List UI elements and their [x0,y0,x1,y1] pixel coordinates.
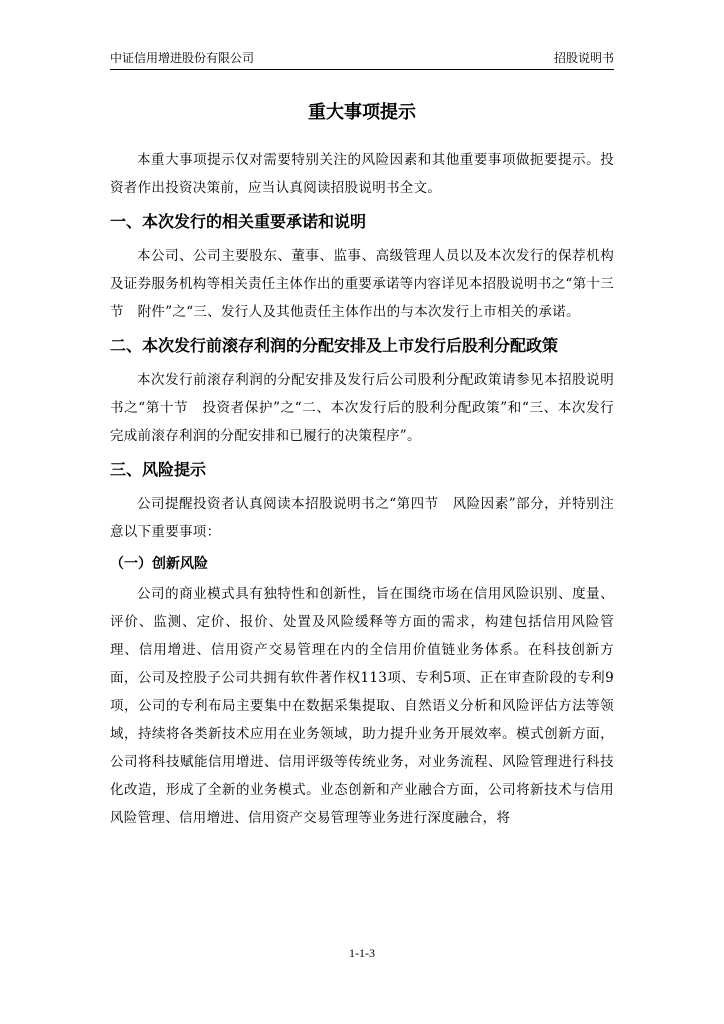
header-company-name: 中证信用增进股份有限公司 [110,51,255,65]
intro-paragraph: 本重大事项提示仅对需要特别关注的风险因素和其他重要事项做扼要提示。投资者作出投资决策前，应当认真阅读招股说明书全文。 [110,152,614,196]
page-header [110,47,614,70]
header-document-type: 招股说明书 [553,51,614,65]
page-content [110,100,614,832]
subsection-innovation-risk-paragraph: 公司的商业模式具有独特性和创新性，旨在围绕市场在信用风险识别、度量、评价、监测、定价、报价、处置及风险缓释等方面的需求，构建包括信用风险管理、信用增进、信用资产交易管理在内的全信用价值链业务体系。在科技创新方面，公司及控股子公司共拥有软件著作权113项、专利5项、正在审查阶段的专利9项，公司的专利布局主要集中在数据采集提取、自然语义分析和风险评估方法等领域，持续将各类新技术应用在业务领域，助力提升业务开展效率。模式创新方面，公司将科技赋能信用增进、信用评级等传统业务，对业务流程、风险管理进行科技化改造，形成了全新的业务模式。业态创新和产业融合方面，公司将新技术与信用风险管理、信用增进、信用资产交易管理等业务进行深度融合，将 [110,586,614,826]
section-1-paragraph: 本公司、公司主要股东、董事、监事、高级管理人员以及本次发行的保荐机构及证券服务机构等相关责任主体作出的重要承诺等内容详见本招股说明书之“第十三节 附件”之“三、发行人及其他责任主体作出的与本次发行上市相关的承诺。 [110,248,615,320]
page-number: 1-1-3 [349,946,375,960]
section-2-paragraph: 本次发行前滚存利润的分配安排及发行后公司股利分配政策请参见本招股说明书之“第十节 投资者保护”之“二、本次发行后的股利分配政策”和“三、本次发行完成前滚存利润的分配安排和已履行的决策程序”。 [110,372,614,444]
page-title: 重大事项提示 [308,102,416,123]
section-2-heading: 二、本次发行前滚存利润的分配安排及上市发行后股利分配政策 [110,336,559,355]
section-3-heading: 三、风险提示 [110,460,207,479]
section-3-paragraph: 公司提醒投资者认真阅读本招股说明书之“第四节 风险因素”部分，并特别注意以下重要事项： [110,496,614,540]
section-1-heading: 一、本次发行的相关重要承诺和说明 [110,212,367,231]
subsection-innovation-risk-heading: （一）创新风险 [110,556,208,572]
